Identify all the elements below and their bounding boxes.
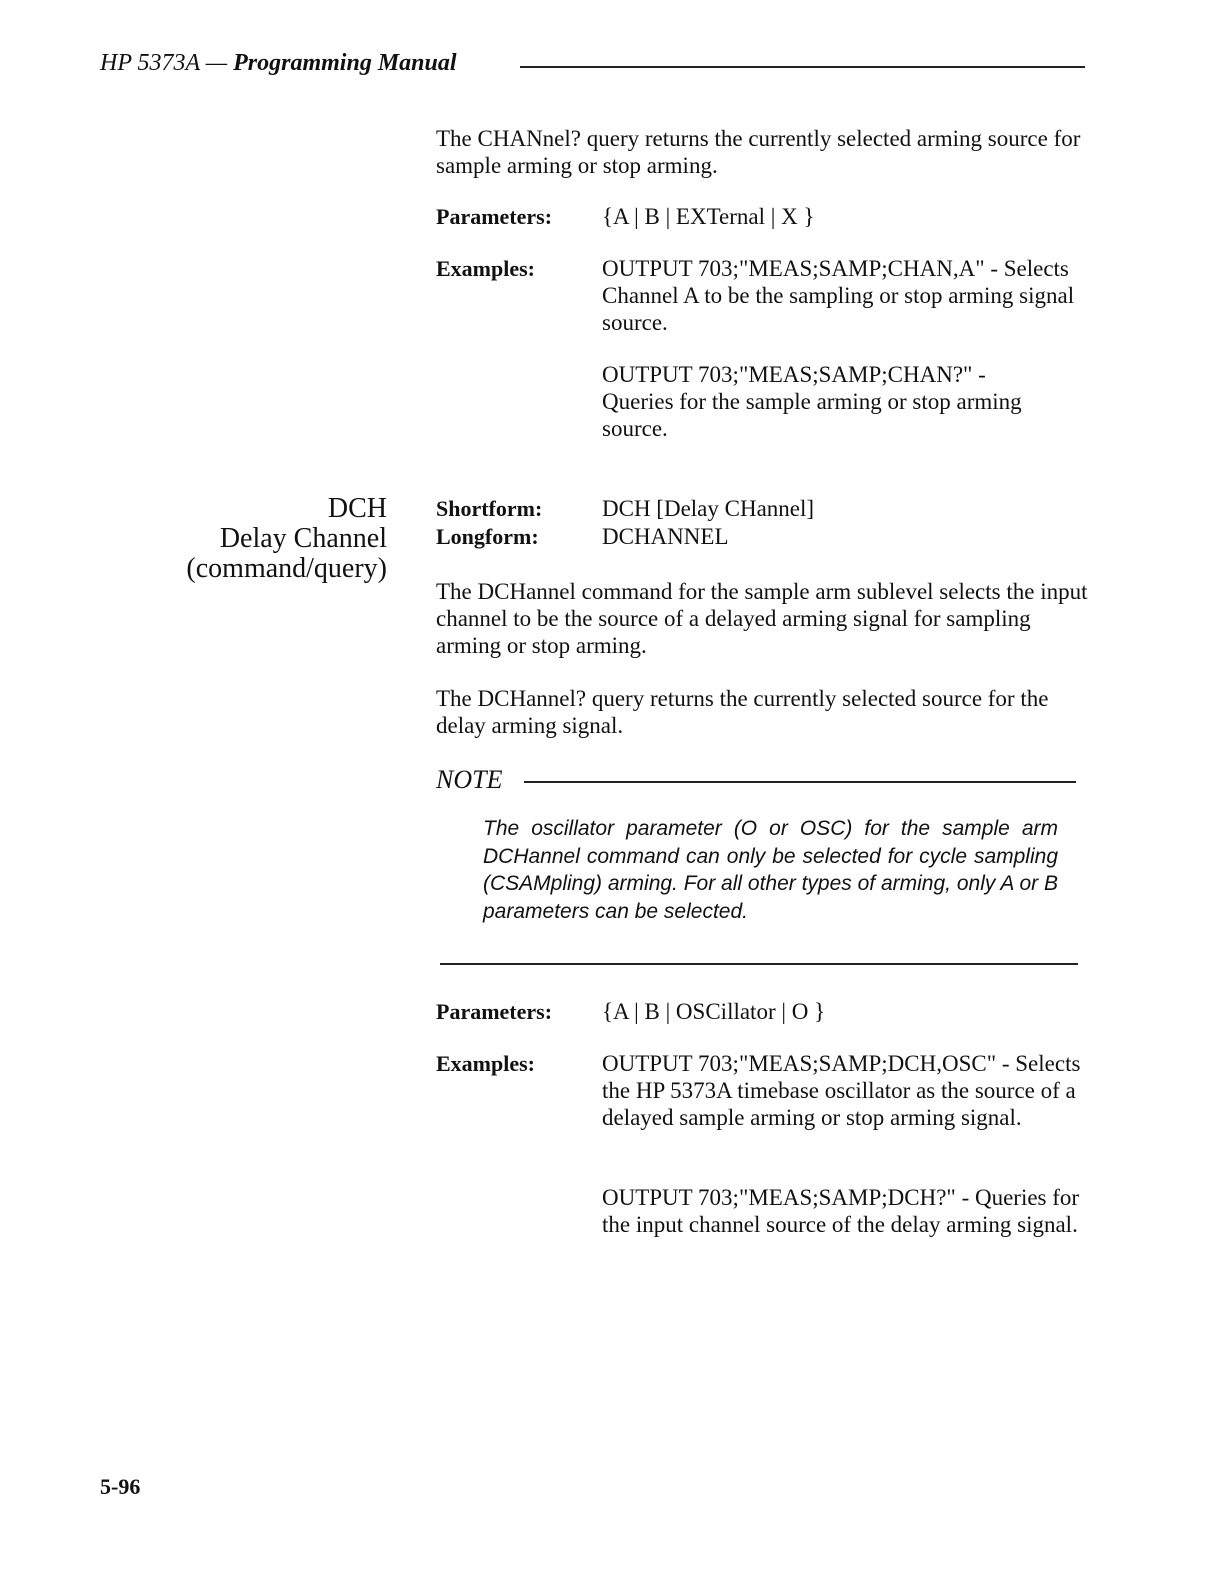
note-label: NOTE <box>436 765 503 794</box>
dch-parameters-value: {A | B | OSCillator | O } <box>602 999 826 1024</box>
dch-description-command: The DCHannel command for the sample arm sublevel selects the input channel to be the source of a delayed arming signal for sampling arming or stop arming. <box>436 579 1088 658</box>
dch-longform-value: DCHANNEL <box>602 524 729 549</box>
dch-heading-type: (command/query) <box>186 553 387 584</box>
note-rule <box>524 781 1076 783</box>
dch-example-1: OUTPUT 703;"MEAS;SAMP;DCH,OSC" - Selects the HP 5373A timebase oscillator as the source of a delayed sample arming or stop arming signal. <box>602 1051 1081 1130</box>
note-heading <box>436 765 1076 797</box>
note-end-rule <box>440 963 1078 965</box>
dch-heading-code: DCH <box>327 493 387 524</box>
channel-parameters-value: {A | B | EXTernal | X } <box>602 204 815 229</box>
header-manual-title: Programming Manual <box>233 50 457 76</box>
dch-example-2: OUTPUT 703;"MEAS;SAMP;DCH?" - Queries for the input channel source of the delay arming signal. <box>602 1185 1080 1237</box>
header-title <box>100 50 457 77</box>
note-text: The oscillator parameter (O or OSC) for the sample arm DCHannel command can only be selected for cycle sampling (CSAMpling) arming. For all other types of arming, only A or B parameters can be selected. <box>483 817 1058 923</box>
dch-description-query: The DCHannel? query returns the currently selected source for the delay arming signal. <box>436 686 1049 738</box>
header-model: HP 5373A — <box>100 50 228 76</box>
dch-parameters-label: Parameters: <box>436 999 553 1024</box>
header-rule <box>520 66 1085 68</box>
channel-query-description: The CHANnel? query returns the currently selected arming source for sample arming or stop arming. <box>436 126 1081 178</box>
channel-example-1: OUTPUT 703;"MEAS;SAMP;CHAN,A" - Selects Channel A to be the sampling or stop arming signal source. <box>602 256 1075 335</box>
page-header <box>100 50 1090 80</box>
dch-heading-title: Delay Channel <box>219 523 387 554</box>
dch-shortform-value: DCH [Delay CHannel] <box>602 496 815 521</box>
channel-example-2: OUTPUT 703;"MEAS;SAMP;CHAN?" - Queries for the sample arming or stop arming source. <box>602 362 1022 441</box>
dch-longform-label: Longform: <box>436 524 539 549</box>
channel-examples-label: Examples: <box>436 256 535 281</box>
dch-examples-label: Examples: <box>436 1051 535 1076</box>
channel-parameters-label: Parameters: <box>436 204 553 229</box>
dch-shortform-label: Shortform: <box>436 496 543 521</box>
page-number: 5-96 <box>100 1474 141 1499</box>
dch-heading <box>186 494 387 584</box>
